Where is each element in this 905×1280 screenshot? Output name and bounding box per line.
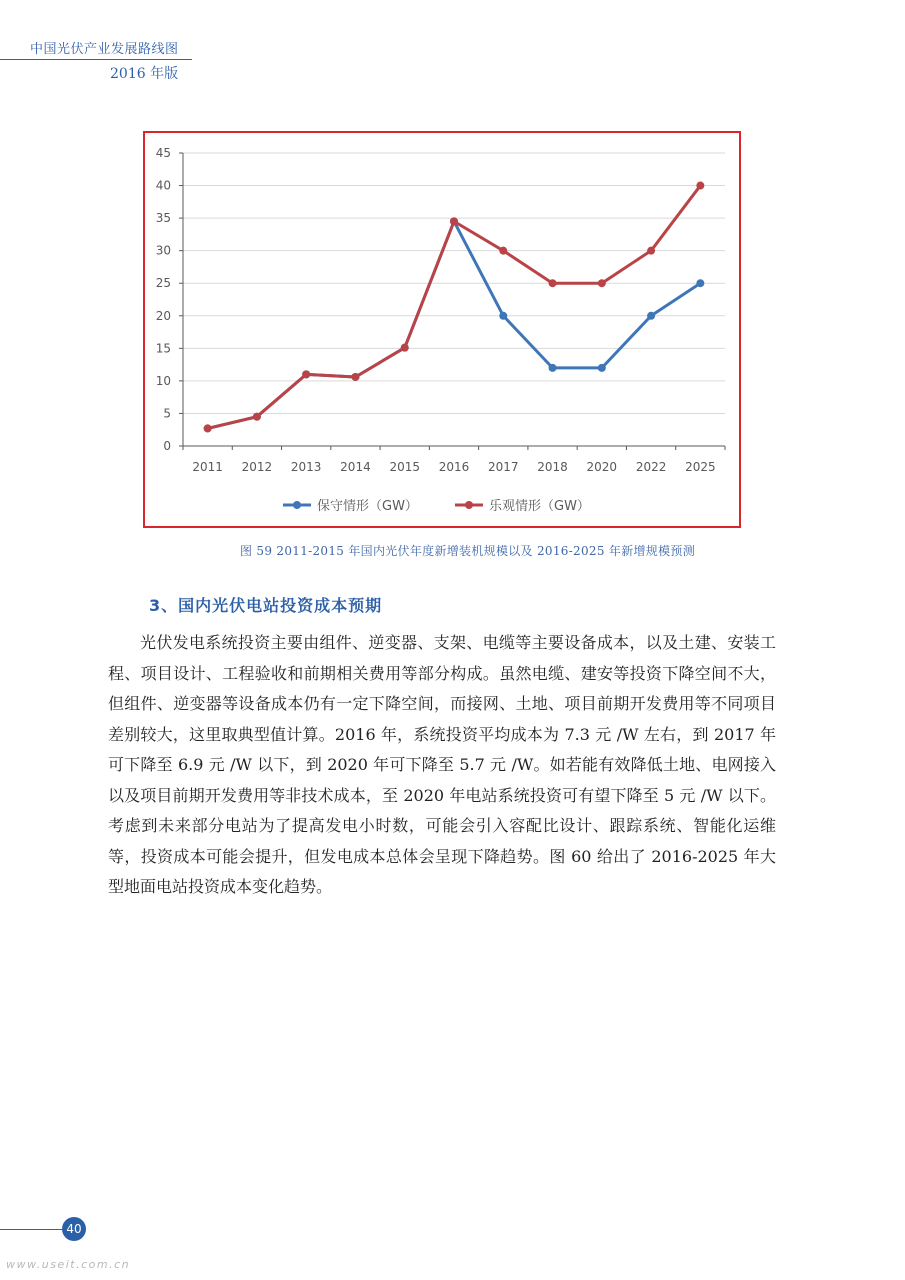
data-point-0	[598, 364, 606, 372]
data-point-0	[647, 312, 655, 320]
page-number: 40	[62, 1217, 86, 1241]
y-tick-label: 15	[155, 341, 171, 356]
section-heading: 3、国内光伏电站投资成本预期	[149, 596, 383, 615]
x-tick-label: 2020	[586, 460, 618, 474]
x-tick-label: 2013	[290, 460, 322, 474]
y-tick-label: 0	[163, 439, 171, 453]
x-tick-label: 2018	[537, 460, 568, 474]
x-tick-label: 2022	[635, 460, 667, 474]
y-tick-label: 10	[155, 373, 171, 388]
data-point-1	[302, 370, 310, 378]
chart-frame	[143, 131, 741, 528]
legend-label-1: 乐观情形（GW）	[489, 499, 590, 514]
body-paragraph: 光伏发电系统投资主要由组件、逆变器、支架、电缆等主要设备成本，以及土建、安装工程、项目设计、工程验收和前期相关费用等部分构成。虽然电缆、建安等投资下降空间不大，但组件、逆变器等设备成本仍有一定下降空间，而接网、土地、项目前期开发费用等不同项目差别较大，这里取典型值计算。2016 年，系统投资平均成本为 7.3 元 /W 左右，到 2017 年可下降至 6.9 元 /W 以下，到 2020 年可下降至 5.7 元 /W。如若能有效降低土地、电网接入以及项目前期开发费用等非技术成本，至 2020 年电站系统投资可有望下降至 5 元 /W 以下。考虑到未来部分电站为了提高发电小时数，可能会引入容配比设计、跟踪系统、智能化运维等，投资成本可能会提升，但发电成本总体会呈现下降趋势。图 60 给出了 2016-2025 年大型地面电站投资成本变化趋势。	[108, 633, 776, 896]
y-tick-label: 40	[155, 178, 171, 193]
data-point-0	[549, 364, 557, 372]
x-tick-label: 2011	[192, 460, 223, 474]
data-point-1	[647, 247, 655, 255]
data-point-1	[253, 413, 261, 421]
y-tick-label: 20	[155, 308, 171, 323]
watermark: www.useit.com.cn	[6, 1258, 131, 1271]
figure-caption: 图 59 2011-2015 年国内光伏年度新增装机规模以及 2016-2025 年新增规模预测	[240, 544, 696, 558]
data-point-1	[450, 217, 458, 225]
data-point-1	[499, 247, 507, 255]
x-tick-label: 2015	[389, 460, 421, 474]
header-rule	[0, 59, 192, 60]
data-point-1	[204, 424, 212, 432]
y-tick-label: 35	[155, 211, 171, 226]
data-point-1	[351, 373, 359, 381]
x-tick-label: 2017	[487, 460, 519, 474]
x-tick-label: 2012	[241, 460, 273, 474]
x-tick-label: 2025	[685, 460, 716, 474]
legend-marker-0	[293, 501, 301, 509]
x-tick-label: 2016	[438, 460, 470, 474]
y-tick-label: 30	[155, 243, 171, 258]
running-header-edition: 2016 年版	[110, 66, 179, 82]
data-point-0	[696, 279, 704, 287]
data-point-1	[696, 182, 704, 190]
data-point-1	[549, 279, 557, 287]
running-header-title: 中国光伏产业发展路线图	[30, 42, 179, 57]
legend-label-0: 保守情形（GW）	[317, 499, 418, 514]
data-point-1	[598, 279, 606, 287]
footer-rule	[0, 1229, 62, 1230]
y-tick-label: 5	[163, 406, 171, 421]
data-point-1	[401, 344, 409, 352]
body-text	[108, 628, 776, 903]
x-tick-label: 2014	[340, 460, 371, 474]
y-tick-label: 45	[155, 146, 171, 160]
legend-marker-1	[465, 501, 473, 509]
line-chart	[145, 133, 739, 526]
data-point-0	[499, 312, 507, 320]
y-tick-label: 25	[155, 276, 171, 291]
